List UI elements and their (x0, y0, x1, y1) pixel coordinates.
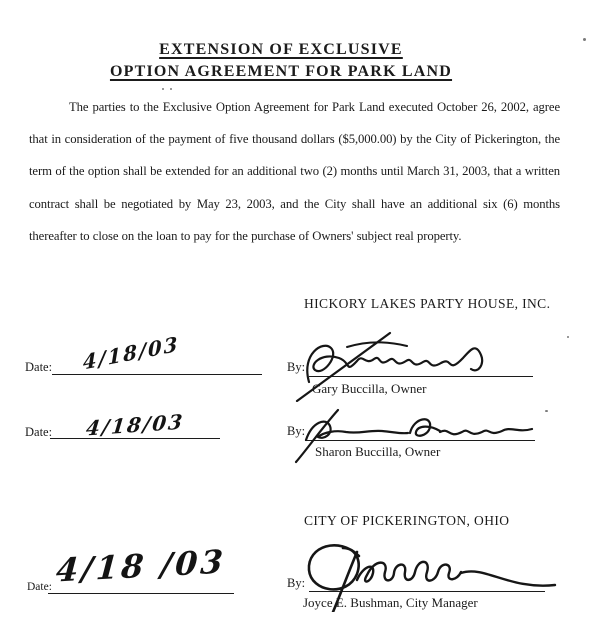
by-label-1: By: (287, 360, 306, 374)
date-label-1: Date: (25, 360, 53, 374)
date-line-2 (50, 438, 220, 439)
handwritten-date-1: 4/18/03 (82, 331, 180, 375)
scan-speck (583, 38, 586, 41)
by-label-2: By: (287, 424, 306, 438)
date-label-3: Date: (27, 581, 52, 593)
signer-name-gary: Gary Buccilla, Owner (312, 381, 427, 396)
company-name-city-of-pickerington: CITY OF PICKERINGTON, OHIO (304, 513, 510, 528)
scan-speck (162, 88, 164, 90)
handwritten-date-3: 4/18 /03 (54, 542, 228, 590)
scan-speck (170, 88, 172, 90)
document-title (0, 39, 562, 83)
document-title-line2: OPTION AGREEMENT FOR PARK LAND (109, 63, 453, 80)
scan-speck (567, 336, 569, 338)
document-title-line1: EXTENSION OF EXCLUSIVE (159, 41, 403, 58)
signer-name-sharon: Sharon Buccilla, Owner (315, 444, 441, 459)
scan-speck (545, 410, 548, 412)
handwritten-date-2: 4/18/03 (84, 409, 186, 441)
company-name-hickory-lakes: HICKORY LAKES PARTY HOUSE, INC. (304, 296, 551, 311)
body-paragraph: The parties to the Exclusive Option Agreement for Park Land executed October 26, 2002, agree that in consideration of the payment of five thousand dollars ($5,000.00) by the City of Pickerington, the term of the option shall be extended for an additional two (2) months until March 31, 2003, that a written contract shall be negotiated by May 23, 2003, and the City shall have an additional six (6) months thereafter to close on the loan to pay for the purchase of Owners' subject real property. (29, 100, 560, 243)
date-label-2: Date: (25, 425, 53, 439)
signer-name-joyce: Joyce E. Bushman, City Manager (303, 595, 478, 610)
by-label-3: By: (287, 576, 306, 590)
date-line-3 (48, 593, 234, 594)
